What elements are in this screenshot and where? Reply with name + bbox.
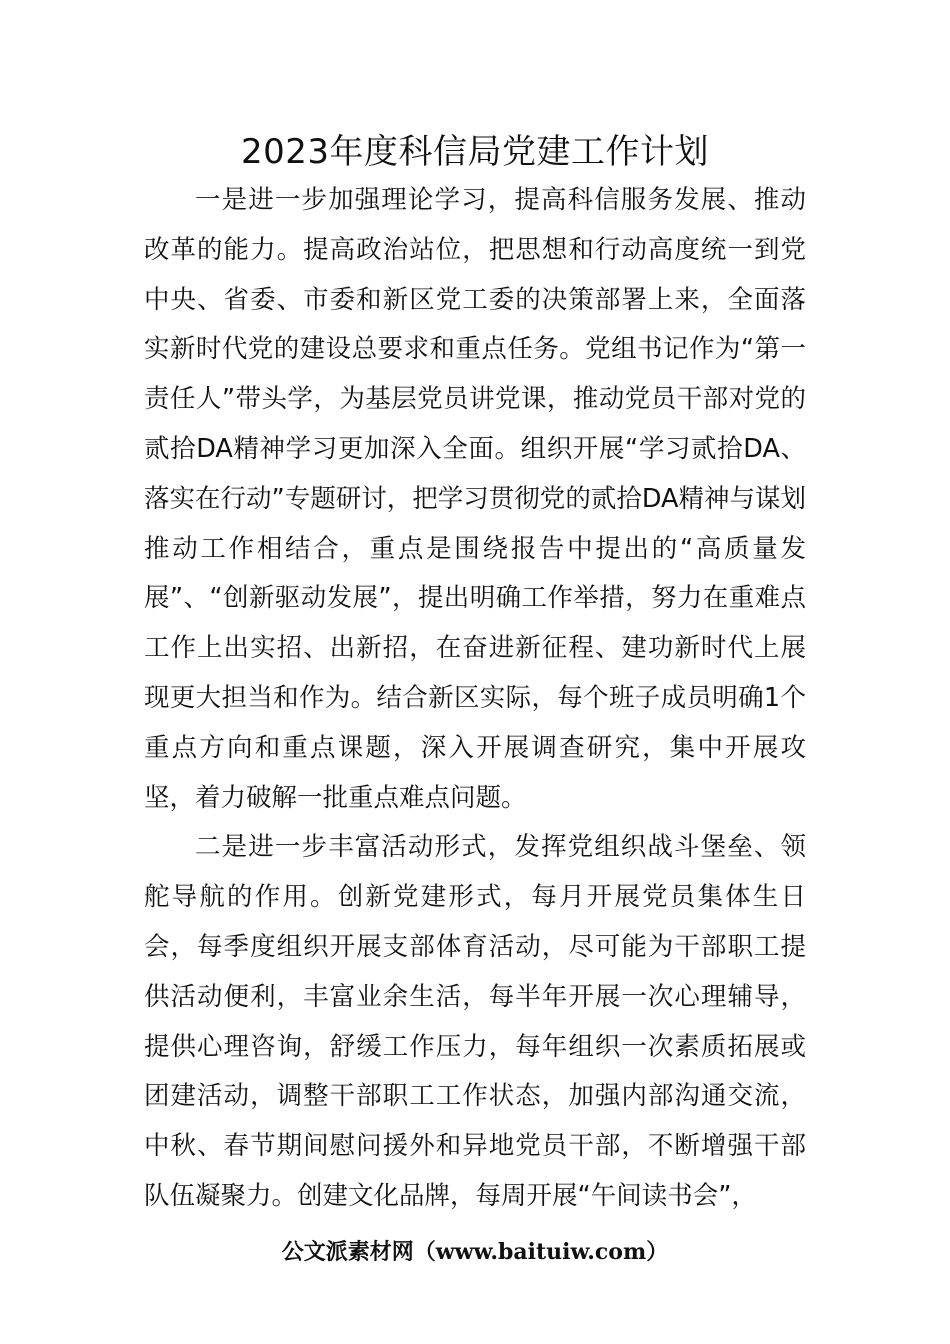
document-body	[144, 176, 806, 1222]
paragraph-2: 二是进一步丰富活动形式，发挥党组织战斗堡垒、领舵导航的作用。创新党建形式，每月开展党员集体生日会，每季度组织开展支部体育活动，尽可能为干部职工提供活动便利，丰富业余生活，每半年开展一次心理辅导，提供心理咨询，舒缓工作压力，每年组织一次素质拓展或团建活动，调整干部职工工作状态，加强内部沟通交流，中秋、春节期间慰问援外和异地党员干部，不断增强干部队伍凝聚力。创建文化品牌，每周开展“午间读书会”，	[144, 832, 806, 1211]
paragraph-1: 一是进一步加强理论学习，提高科信服务发展、推动改革的能力。提高政治站位，把思想和行动高度统一到党中央、省委、市委和新区党工委的决策部署上来，全面落实新时代党的建设总要求和重点任务。党组书记作为“第一责任人”带头学，为基层党员讲党课，推动党员干部对党的贰拾DA精神学习更加深入全面。组织开展“学习贰拾DA、落实在行动”专题研讨，把学习贯彻党的贰拾DA精神与谋划推动工作相结合，重点是围绕报告中提出的“高质量发展”、“创新驱动发展”，提出明确工作举措，努力在重难点工作上出实招、出新招，在奋进新征程、建功新时代上展现更大担当和作为。结合新区实际，每个班子成员明确1个重点方向和重点课题，深入开展调查研究，集中开展攻坚，着力破解一批重点难点问题。	[144, 185, 806, 813]
footer-watermark-text: 公文派素材网（www.baituiw.com）	[281, 1239, 669, 1265]
document-title: 2023年度科信局党建工作计划	[240, 132, 710, 172]
